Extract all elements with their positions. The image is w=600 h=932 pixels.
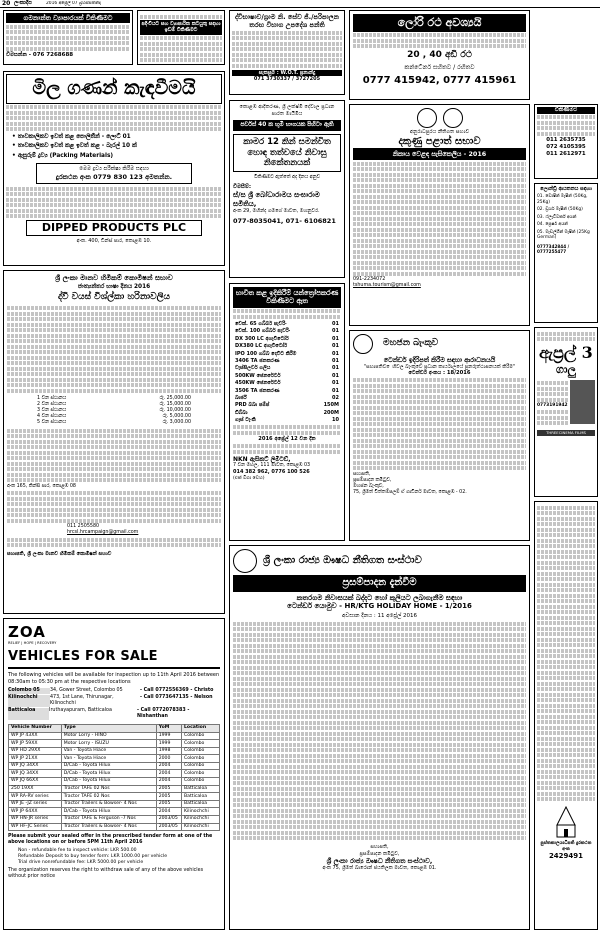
equipment-qty: 01: [332, 335, 339, 342]
equipment-name: වෙක්. 100 ගබ්බර් පැවරිං: [235, 328, 291, 335]
list-item: [233, 402, 341, 409]
equipment-address: 7 වන මහල, 111 මාවත, කොළඹ 03: [233, 463, 311, 469]
lorry-sub: කන්ටේනර් සහිතව / රහිතව: [404, 63, 475, 71]
equipment-qty: 150M: [323, 402, 339, 409]
list-item: [233, 380, 341, 387]
equipment-name: DX380 LC අගෑවිටෝර්: [235, 343, 288, 350]
equipment-name: ගෑස් ටැංකි: [235, 417, 256, 424]
sale-small-phone: 011 2635735: [546, 137, 586, 144]
library-phone: 2429491: [548, 852, 584, 861]
equipment-name: බාර්ජ්: [235, 394, 247, 401]
property-sub: විකිණීමට ඇත්තේ අද දිනය අනුව: [254, 175, 320, 181]
page-date: 2016 අප්‍රේල් 07 බ්‍රහස්පතින්දා: [46, 1, 101, 6]
land-sale-heading: පදිංචියට සහ ව්‍යාපාරික කටයුතු සඳහා ඉඩම් විකිණීමට: [141, 21, 221, 34]
equipment-qty: 01: [332, 380, 339, 387]
list-item: [233, 343, 341, 350]
table-cell: Colombo: [182, 732, 220, 740]
property-contact: ස්/ස ශ්‍රී බෝධාරාමය සංඝාරාම සමිතිය,: [233, 190, 320, 208]
bank-header: [353, 334, 526, 354]
sale-small-ad: [534, 104, 598, 179]
list-item: [233, 372, 341, 379]
equipment-company: NKN ඇසිකට් ලිමිටඩ්,: [233, 455, 291, 463]
zoa-fee: Refundable Deposit to buy tender form: LKR 1000.00 per vehicle: [18, 853, 168, 859]
property-org: කොළඹ ආදිකරණ, ශ්‍රී ලක්ෂ්මී දේවාල ප්‍රධාන පාරත මායිමිය: [239, 104, 335, 117]
table-row: [9, 778, 220, 786]
zoa-vehicles-ad: [3, 618, 225, 930]
table-cell: Colombo: [182, 770, 220, 778]
prize-amount: රු. 25,000.00: [159, 395, 191, 401]
spc-subject: කතරගම නිවාසයක් බද්දට හෝ කුලියට ලබාගැනීම සඳහා: [296, 593, 463, 602]
peoples-bank-ad: [349, 330, 530, 541]
lorry-title: ලෝරි රථ අවශ්‍යයි: [353, 14, 526, 32]
tuition-teacher: සැකසුම : W.O.T. ප්‍රනාන්දු: [232, 70, 342, 76]
bank-footer-line: ප්‍රසම්පාදන කමිටුව,: [353, 478, 392, 484]
table-row: [9, 740, 220, 748]
list-item: [233, 357, 341, 364]
spc-header: [233, 549, 526, 573]
film-banner: THREECINEMA FILMS: [537, 430, 595, 437]
table-cell: Motor Lorry - HINO: [61, 732, 156, 740]
prize-list: [37, 396, 191, 426]
hrc-email[interactable]: hrcsl.hrcampaign@gmail.com: [67, 530, 139, 536]
bank-footer-line: මහජන බැංකුව,: [353, 484, 384, 490]
zoa-location-address: 34, Gower Street, Colombo 05: [50, 687, 123, 693]
table-cell: 2003/05: [156, 823, 181, 831]
spc-tender: ටෙන්ඩර් යොමුව - HR/KTG HOLIDAY HOME - 1/2016: [287, 602, 472, 611]
equipment-name: 450KW ජෙනරේටර්: [235, 380, 281, 387]
equipment-qty: 01: [332, 343, 339, 350]
table-row: [9, 800, 220, 808]
quotation-item: • තාවකාලිකව ඉවත් කළ ඉවත් කළ - බැරල් 10 ක්: [12, 143, 137, 150]
table-cell: Batticaloa: [182, 793, 220, 801]
equipment-phone: 014 382 962, 0776 100 526: [233, 469, 310, 476]
column-header: Vehicle Number: [9, 724, 62, 732]
list-item: [233, 387, 341, 394]
equipment-date: 2016 අප්‍රේල් 12 වන දින: [258, 436, 316, 443]
company-name: DIPPED PRODUCTS PLC: [26, 220, 202, 236]
list-item: [233, 320, 341, 327]
table-cell: WP JP 43XX: [9, 732, 62, 740]
film-body: [537, 380, 595, 427]
table-cell: Kilinochchi: [182, 808, 220, 816]
zoa-logo-block: [8, 623, 220, 642]
zoa-rights: The organization reserves the right to withdraw sale of any of the above vehicles without prior notice: [8, 868, 204, 880]
equipment-name: 3506 TA ජනකරණ: [235, 387, 280, 394]
equipment-qty: 02: [332, 394, 339, 401]
laundry-ad: [534, 183, 598, 323]
bank-ref: ටෙන්ඩර් අංකය : 18/2016: [408, 370, 471, 377]
tuition-title: ද්විභාෂාව/ග්‍රාම නි. සේව ජි./පරිපාලන තරඟ විභාග උපදේශ පන්ති: [235, 13, 339, 30]
table-row: [9, 793, 220, 801]
table-cell: Colombo: [182, 778, 220, 786]
business-sale-contact: විමසන්න - 076 7268688: [6, 52, 74, 59]
business-sale-ad: [3, 10, 133, 65]
equipment-qty: 01: [332, 357, 339, 364]
property-size: පර්චස් 40 ක භූමි භාගයක පිහිටා ඇති: [233, 120, 341, 131]
equipment-name: PRD බබා පම්ප්: [235, 402, 270, 409]
table-cell: 2004: [156, 762, 181, 770]
property-sale-ad: [229, 100, 345, 278]
page-number: 20: [2, 0, 11, 7]
list-item: [233, 409, 341, 416]
table-cell: 2004: [156, 778, 181, 786]
company-address: අංක. 400, ඩීන්ස් පාර, කොළඹ 10.: [76, 238, 152, 245]
property-title: කාමර 12 කින් සමන්විත හොඳ තත්වයේ නිවාසු නිකේතනයක්: [233, 134, 341, 172]
list-item: [233, 417, 341, 424]
land-sale-ad: [137, 10, 225, 65]
prize-amount: රු. 5,000.00: [162, 413, 191, 419]
table-cell: D/Cab - Toyota Hilux: [61, 778, 156, 786]
council-sub: නිකාය වෙළඳ සැසිකෙලිය - 2016: [353, 148, 526, 160]
table-row: [9, 770, 220, 778]
inspection-phone: දුරකථන අංක 0779 830 123 අමතන්න.: [55, 172, 173, 181]
equipment-title: භාවිත කළ ඉදිකිරීම් යන්ත්‍රෝපකරණ විකිණීමට ඇත: [233, 287, 341, 308]
prize-place: 4 වන ස්ථානය: [37, 413, 67, 419]
inspection-box: [36, 163, 192, 184]
table-row: [9, 816, 220, 824]
film-sub: ගාලු: [556, 363, 576, 376]
equipment-name: IPO 100 ගබ්බ දෙවිට කිරීම: [235, 350, 297, 357]
hrc-org: ශ්‍රී ලංකා මානව හිමිකම් කොමිෂන් සභාව: [55, 274, 173, 282]
library-emblem-icon: [537, 805, 595, 839]
table-cell: Batticaloa: [182, 785, 220, 793]
table-cell: 2005: [156, 800, 181, 808]
laundry-item: 03. ෆ්ලැට්වර්ක් අයන්: [537, 214, 577, 220]
zoa-logo: ZOA: [8, 623, 46, 641]
lorry-sizes: 20 , 40 අඩි රථ: [407, 50, 472, 61]
equipment-sub: (එක් විගා වෙහ): [233, 475, 265, 481]
tuition-phone: 071 3730337 / 3727205: [253, 76, 321, 83]
provincial-council-ad: [349, 104, 530, 326]
film-ad: [534, 327, 598, 497]
prize-place: 2 වන ස්ථානය: [37, 401, 67, 407]
bank-title: ටෙන්ඩර් ඉදිරිපත් කිරීම සඳහා ආරාධනයයි: [383, 356, 496, 364]
lorry-ad: [349, 10, 530, 100]
dipped-products-ad: [3, 71, 225, 266]
table-cell: Kilinochchi: [182, 823, 220, 831]
table-cell: 2005: [156, 793, 181, 801]
column-header: Type: [61, 724, 156, 732]
table-cell: WP JQ 34XX: [9, 770, 62, 778]
page-header: [0, 0, 600, 8]
bank-footer: [353, 472, 526, 496]
film-phone: 0773191942: [537, 403, 568, 409]
bank-logo-icon: [353, 334, 373, 354]
equipment-qty: 01: [332, 350, 339, 357]
zoa-fee: Non - refundable fee to inspect vehicle: LKR 500.00: [18, 848, 137, 854]
prize-amount: රු. 15,000.00: [159, 401, 191, 407]
table-cell: D/Cab - Toyota Hilux: [61, 808, 156, 816]
property-contact-label: විමසීම්:: [233, 184, 252, 191]
bank-sub: "සභාපතිව ෙහිවල බැංකුවේ ප්‍රධාන කාර්යාලයේ පුනරුත්ථාපනයක් කිරීම": [363, 364, 516, 370]
table-cell: WP JP 21XX: [9, 755, 62, 763]
laundry-title: ලොන්ඩ්‍රි ආයතනය සඳහා: [540, 186, 592, 192]
table-row: [9, 808, 220, 816]
laundry-item: 05. මැඩල්ගින් මැෂින් (25Kg German): [537, 229, 590, 241]
table-cell: Tractor TAFE 02 Nos: [61, 793, 156, 801]
vehicle-table-header: [9, 724, 220, 732]
table-cell: WP JP 64XX: [9, 808, 62, 816]
table-cell: Colombo: [182, 762, 220, 770]
zoa-location-address: 473, 1st Lane, Thirunagar, Kilinochchi: [50, 694, 114, 706]
equipment-name: ඩිබ්බා: [235, 409, 248, 416]
property-address: අංක 29, මහින්ද ගමගේ මාවත, මහනුවර.: [233, 208, 320, 215]
table-row: [9, 785, 220, 793]
zoa-location-row: [8, 695, 220, 707]
property-phone: 077-8035041, 071- 6106821: [233, 216, 336, 225]
column-header: YoM: [156, 724, 181, 732]
table-cell: 2000: [156, 755, 181, 763]
table-cell: WP HN-JR series: [9, 816, 62, 824]
tuition-ad: [229, 10, 345, 95]
lorry-phone: 0777 415942, 0777 415961: [362, 75, 517, 86]
table-cell: WP JP 59XX: [9, 740, 62, 748]
zoa-location-place: Colombo 05: [8, 688, 50, 694]
list-item: [233, 335, 341, 342]
vehicle-table: [8, 724, 220, 831]
newspaper-name: ලංකාදීප: [14, 0, 33, 6]
hrc-address: අංක 165, කින්සි පාර, කොළඹ 08: [7, 483, 76, 489]
hrc-phone: 011 2505580: [67, 524, 100, 530]
equipment-name: DX 300 LC අගෑවිටෝර්: [235, 335, 289, 342]
bank-footer-line: 75, ශ්‍රීමත් චිත්තම්පලම් ඒ ගාඩිනර් මාවත, කොළඹ - 02.: [353, 490, 467, 496]
laundry-items: [537, 194, 595, 241]
list-item: [233, 350, 341, 357]
table-cell: WP RA-RV series: [9, 793, 62, 801]
table-cell: 2004: [156, 770, 181, 778]
zoa-tagline: RELIEF | HOPE | RECOVERY: [8, 640, 57, 645]
table-cell: WP JE -JZ series: [9, 800, 62, 808]
table-cell: D/Cab - Toyota Hilux: [61, 762, 156, 770]
table-cell: 2005: [156, 785, 181, 793]
table-cell: Batticaloa: [182, 800, 220, 808]
equipment-qty: 01: [332, 328, 339, 335]
table-cell: WP JQ 34XX: [9, 762, 62, 770]
table-cell: Tractor TAFE & Ferguson -7 Nos: [61, 816, 156, 824]
table-cell: Tractor TAFE 02 Nos: [61, 785, 156, 793]
table-cell: Motor Lorry - ISUZU: [61, 740, 156, 748]
table-cell: WP HD 29XX: [9, 747, 62, 755]
spc-footer-addr: අංක 75, ශ්‍රීමත් බාරොන් ජයතිලක මාවත, කොළඹ 01.: [322, 865, 437, 871]
council-org: අනුරාධපුරය නීතිගත සභාව: [409, 129, 470, 135]
spc-footer-1: සභාපති,: [370, 844, 389, 851]
table-row: [9, 762, 220, 770]
bank-name: මහජන බැංකුව: [383, 338, 439, 349]
list-item: [233, 328, 341, 335]
equipment-name: වෙක්. 65 ගබ්බර් පැවරිං: [235, 321, 287, 328]
table-cell: Colombo: [182, 755, 220, 763]
table-cell: WP JQ 66XX: [9, 778, 62, 786]
equipment-qty: 01: [332, 387, 339, 394]
laundry-item: 04. ප්‍රෙෂර් අයන්: [537, 222, 568, 228]
zoa-intro: The following vehicles will be available for inspection up to 11th April 2016 between 08:30am to 05:30 pm at the respective locations: [8, 672, 220, 685]
list-item: [233, 365, 341, 372]
table-cell: Tractor Trailers & Bowser- 4 Nos: [61, 800, 156, 808]
zoa-location-call: - Call 0773647135 - Nelson: [140, 694, 213, 700]
equipment-sale-ad: [229, 283, 345, 541]
quotation-item: • තාවකාලිකව ඉවත් කළ පොලිතීන් - ලොට් 01: [12, 134, 131, 141]
library-contact: පුස්තකාලයාධිපති දුරකථන අංක: [540, 841, 592, 852]
equipment-qty: 01: [332, 365, 339, 372]
zoa-location-call: - Call 0772078383 - Nishanthan: [136, 707, 190, 719]
council-email[interactable]: tshuma.tourism@gmail.com: [353, 282, 421, 288]
table-row: [9, 747, 220, 755]
sale-small-phone: 072 4105395: [546, 144, 586, 151]
council-seals: [353, 108, 526, 128]
prize-row: [37, 420, 191, 426]
sale-small-title: විකිණීමට: [537, 107, 595, 114]
table-cell: 2003/05: [156, 816, 181, 824]
spc-logo-icon: [233, 549, 257, 573]
equipment-qty: 01: [332, 321, 339, 328]
table-cell: D/Cab - Toyota Hilux: [61, 770, 156, 778]
film-title: ඇප්‍රල් 3: [539, 343, 593, 362]
prize-amount: රු. 3,000.00: [162, 419, 191, 425]
inspection-note: මෙම ද්‍රව්‍ය පරීක්ෂා කිරීම සඳහා: [79, 165, 149, 172]
zoa-location-address: Iruthayapuram, Batticaloa: [49, 707, 112, 713]
council-seal-icon: [443, 108, 463, 128]
zoa-fees: [18, 848, 220, 865]
laundry-item: 01. වොෂින් මැෂින් (50Kg, 25Kg): [537, 194, 588, 205]
table-cell: 2004: [156, 808, 181, 816]
spc-footer-2: ප්‍රසම්පාදන කමිටුව,: [359, 850, 400, 857]
table-cell: Van - Toyota Hiace: [61, 755, 156, 763]
table-row: [9, 755, 220, 763]
zoa-location-call: - Call 0772556369 - Christo: [140, 687, 214, 693]
zoa-location-place: Batticaloa: [8, 708, 49, 720]
zoa-title: VEHICLES FOR SALE: [8, 649, 158, 665]
table-cell: Kilinochchi: [182, 816, 220, 824]
table-cell: Colombo: [182, 740, 220, 748]
zoa-fee: Trial drive nonrefundable fee: LKR 5000.00 per vehicle: [18, 859, 144, 865]
prize-place: 5 වන ස්ථානය: [37, 419, 67, 425]
table-row: [9, 732, 220, 740]
equipment-name: 3406 TA ජනකරණ: [235, 357, 280, 364]
spc-procurement-ad: [229, 545, 530, 930]
equipment-name: 500KW ජෙනරේටර්: [235, 372, 281, 379]
table-cell: 1998: [156, 747, 181, 755]
quotation-title: මිල ගණන් කැඳවීමයි: [6, 74, 222, 104]
bank-footer-line: සභාපති,: [353, 472, 371, 478]
council-seal-icon: [417, 108, 437, 128]
equipment-table: [233, 320, 341, 423]
prize-place: 1 වන ස්ථානය: [37, 395, 67, 401]
table-cell: Colombo: [182, 747, 220, 755]
table-cell: WP HF-JC Series: [9, 823, 62, 831]
zoa-location-place: Kilinochchi: [8, 695, 50, 707]
quotation-items: [12, 134, 216, 160]
zoa-locations: [8, 688, 220, 720]
zoa-location-row: [8, 688, 220, 694]
prize-amount: රු. 10,000.00: [159, 407, 191, 413]
table-cell: 1999: [156, 740, 181, 748]
table-cell: Van - Toyota Hiace: [61, 747, 156, 755]
spc-closing: අවසාන දිනය : 11 අප්‍රේල් 2016: [341, 613, 418, 619]
hrc-subtitle: ජාත්‍යන්තර භාෂා දිනය 2016: [77, 283, 151, 290]
equipment-qty: 200M: [323, 409, 339, 416]
equipment-qty: 10: [332, 417, 339, 424]
business-sale-title: ගමනාන්ත ව්‍යාපාරයක් විකිණීමට: [6, 13, 130, 23]
sale-small-phone: 011 2612971: [546, 150, 586, 157]
spc-footer-org: ශ්‍රී ලංකා රාජ්‍ය ඖෂධ නීතිගත සංස්ථාව,: [326, 856, 433, 865]
prize-place: 3 වන ස්ථානය: [37, 407, 67, 413]
laundry-phone: 0777342844 / 0777255477: [537, 243, 570, 254]
equipment-name: වැස්සිලවර් ගලිය: [235, 365, 271, 372]
table-cell: Tractor Trailers & Bowser- 4 Nos: [61, 823, 156, 831]
council-title: දකුණු පළාත් සභාව: [398, 135, 481, 147]
zoa-submit: Please submit your sealed offer in the prescribed tender form at one of the above locations on or before 5PM 11th April 2016: [8, 834, 213, 846]
quotation-item: • ඇසුරුම් ද්‍රව්‍ය (Packing Materials): [12, 152, 114, 159]
table-cell: 1999: [156, 732, 181, 740]
list-item: [233, 394, 341, 401]
table-row: [9, 823, 220, 831]
table-cell: 250 19XX: [9, 785, 62, 793]
human-rights-ad: [3, 270, 225, 614]
spc-org: ශ්‍රී ලංකා රාජ්‍ය ඖෂධ නීතිගත සංස්ථාව: [263, 554, 422, 566]
spc-title: ප්‍රසම්පාදන දැන්වීම: [233, 575, 526, 592]
film-photo: [570, 380, 595, 424]
zoa-location-row: [8, 708, 220, 720]
library-ad: [534, 501, 598, 930]
council-phone: 091-2234072: [353, 277, 386, 282]
equipment-qty: 01: [332, 372, 339, 379]
column-header: Location: [182, 724, 220, 732]
hrc-footer: සභාපති, ශ්‍රී ලංකා මානව හිමිකම් කොමිෂන් සභාව: [7, 551, 112, 558]
hrc-title: ද්වි වයස් විශ්ල්කා හරිනාවලිය: [58, 291, 170, 302]
laundry-item: 02. ඩ්‍රයර් මැෂින් (50Kg): [537, 207, 583, 213]
